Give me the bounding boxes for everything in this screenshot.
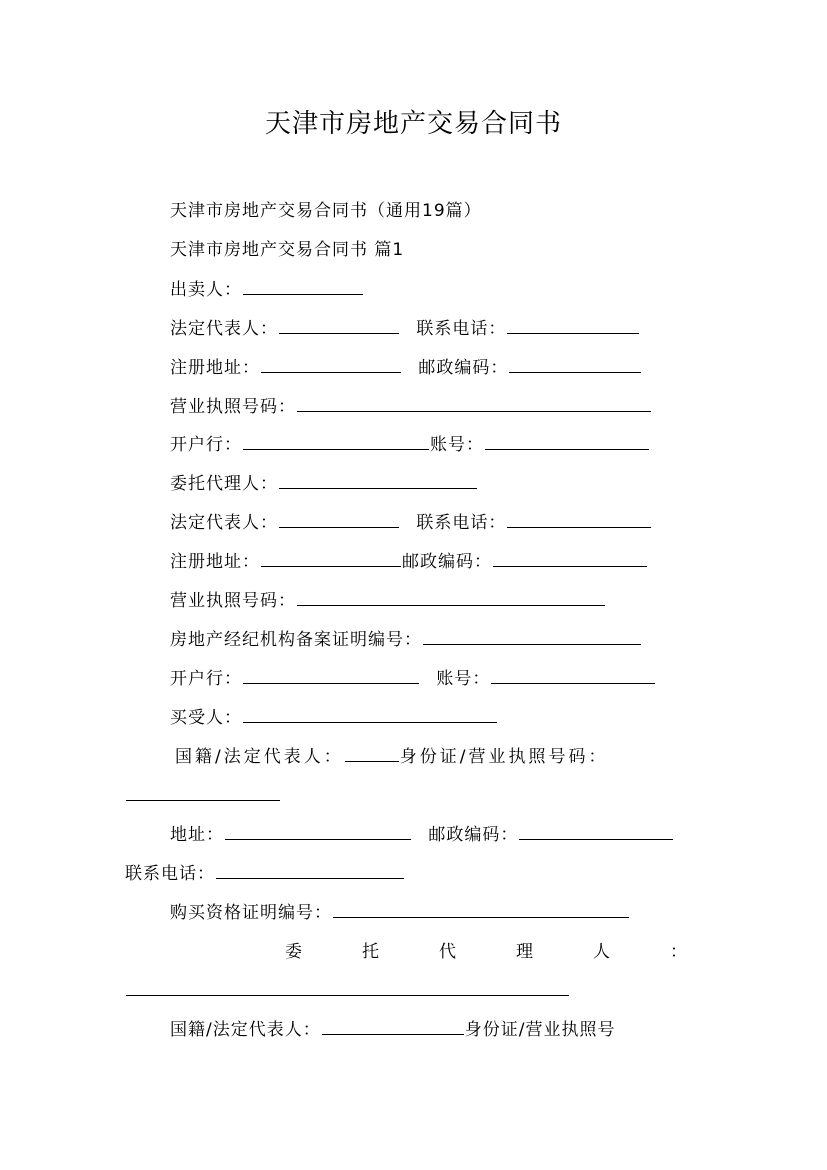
postcode-blank-2[interactable] — [493, 549, 647, 567]
phone-row-3 — [125, 861, 405, 886]
agency-cert-blank[interactable] — [423, 627, 641, 645]
legal-rep-row-2 — [170, 510, 652, 535]
reg-addr-row-2 — [170, 549, 648, 574]
license-label-2: 营业执照号码： — [170, 591, 296, 611]
agency-cert-label: 房地产经纪机构备案证明编号： — [170, 630, 422, 650]
account-label-2: 账号： — [436, 669, 491, 689]
seller-blank[interactable] — [243, 277, 363, 295]
agent-char-5: 人 — [593, 942, 610, 962]
reg-addr-label-1: 注册地址： — [170, 358, 260, 378]
id-blank-1[interactable] — [126, 783, 280, 801]
buyer-blank[interactable] — [243, 705, 497, 723]
agent-row-1 — [170, 471, 478, 496]
legal-rep-label-1: 法定代表人： — [170, 319, 278, 339]
nationality-row-1 — [175, 744, 608, 769]
section-heading: 天津市房地产交易合同书 篇1 — [170, 240, 405, 260]
address-row — [170, 822, 674, 847]
id-continuation-row — [125, 783, 281, 808]
address-blank[interactable] — [225, 822, 411, 840]
seller-row — [170, 277, 364, 302]
postcode-label-3: 邮政编码： — [428, 825, 519, 845]
agent-char-6: ： — [670, 942, 687, 962]
agency-cert-row — [170, 627, 642, 652]
nationality-row-2 — [170, 1017, 615, 1042]
bank-label-2: 开户行： — [170, 669, 242, 689]
purchase-cert-label: 购买资格证明编号： — [170, 903, 332, 923]
postcode-blank-1[interactable] — [509, 355, 641, 373]
agent-char-2: 托 — [362, 942, 379, 962]
phone-label-2: 联系电话： — [416, 513, 507, 533]
buyer-label: 买受人： — [170, 708, 242, 728]
license-blank-2[interactable] — [297, 588, 605, 606]
reg-addr-blank-2[interactable] — [261, 549, 401, 567]
agent-char-3: 代 — [439, 942, 456, 962]
nationality-label-2: 国籍/法定代表人： — [170, 1020, 321, 1040]
postcode-label-1: 邮政编码： — [418, 358, 509, 378]
legal-rep-label-2: 法定代表人： — [170, 513, 278, 533]
account-label-1: 账号： — [430, 435, 484, 455]
purchase-cert-blank[interactable] — [333, 900, 629, 918]
phone-blank-2[interactable] — [507, 510, 651, 528]
license-blank-1[interactable] — [297, 394, 651, 412]
reg-addr-row-1 — [170, 355, 642, 380]
postcode-blank-3[interactable] — [519, 822, 673, 840]
bank-blank-1[interactable] — [243, 432, 429, 450]
license-row-1 — [170, 394, 652, 419]
agent-char-4: 理 — [516, 942, 533, 962]
phone-blank-3[interactable] — [216, 861, 404, 879]
agent-row-2 — [285, 940, 687, 964]
agent-blank-2[interactable] — [126, 978, 569, 996]
doc-subtitle: 天津市房地产交易合同书（通用19篇） — [170, 201, 482, 221]
legal-rep-row-1 — [170, 316, 640, 341]
account-blank-1[interactable] — [485, 432, 649, 450]
phone-label-3: 联系电话： — [125, 864, 215, 884]
phone-blank-1[interactable] — [507, 316, 639, 334]
license-row-2 — [170, 588, 606, 613]
id-label-2: 身份证/营业执照号 — [464, 1020, 616, 1040]
agent-blank-row-2 — [125, 978, 570, 1003]
bank-blank-2[interactable] — [243, 666, 419, 684]
account-blank-2[interactable] — [491, 666, 655, 684]
id-label-1: 身份证/营业执照号码： — [399, 747, 609, 767]
reg-addr-blank-1[interactable] — [261, 355, 401, 373]
legal-rep-blank-1[interactable] — [279, 316, 399, 334]
address-label: 地址： — [170, 825, 224, 845]
postcode-label-2: 邮政编码： — [402, 552, 492, 572]
nationality-blank-2[interactable] — [322, 1017, 464, 1035]
buyer-row — [170, 705, 498, 730]
bank-row-2 — [170, 666, 656, 691]
nationality-label-1: 国籍/法定代表人： — [175, 747, 344, 767]
seller-label: 出卖人： — [170, 280, 242, 300]
agent-blank-1[interactable] — [279, 471, 477, 489]
page-title: 天津市房地产交易合同书 — [264, 109, 562, 139]
agent-char-1: 委 — [285, 942, 302, 962]
bank-row-1 — [170, 432, 650, 457]
phone-label-1: 联系电话： — [416, 319, 507, 339]
reg-addr-label-2: 注册地址： — [170, 552, 260, 572]
agent-label-1: 委托代理人： — [170, 474, 278, 494]
legal-rep-blank-2[interactable] — [279, 510, 399, 528]
bank-label-1: 开户行： — [170, 435, 242, 455]
license-label-1: 营业执照号码： — [170, 397, 296, 417]
purchase-cert-row — [170, 900, 630, 925]
nationality-blank-1[interactable] — [345, 744, 399, 762]
